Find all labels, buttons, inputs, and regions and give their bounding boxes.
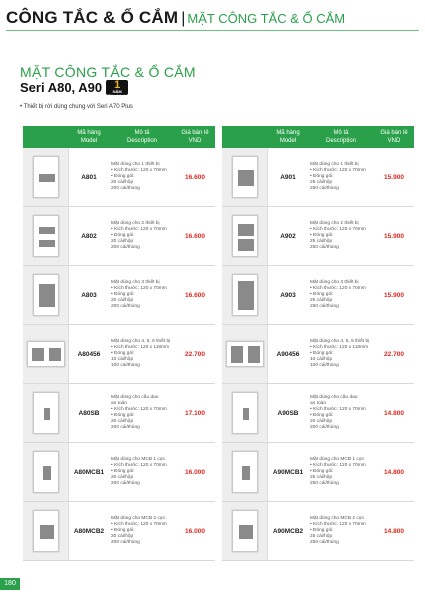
- product-image: [222, 148, 268, 206]
- breaker-plate-icon: [33, 392, 59, 434]
- col-code: [268, 129, 308, 145]
- mcb2-plate-icon: [232, 510, 258, 552]
- col-code-en: Model: [80, 138, 98, 144]
- product-code: A902: [280, 232, 296, 240]
- table-header: [23, 126, 215, 148]
- product-code: A90MCB1: [272, 468, 304, 476]
- product-code: A80MCB1: [73, 468, 105, 476]
- product-desc: Mặt dùng cho cầu dao an toàn • Kích thước: 120 x 70mm • Đóng gói: 20 cái/hộp 200 cái/thùng: [310, 395, 366, 430]
- product-price: 16.600: [185, 291, 205, 299]
- header-subtitle: MẶT CÔNG TẮC & Ổ CẮM: [187, 11, 346, 26]
- product-code: A803: [81, 291, 97, 299]
- product-code: A90456: [276, 350, 300, 358]
- switch-plate-3-icon: [232, 274, 258, 316]
- table-row: [23, 443, 215, 502]
- product-price: 17.100: [185, 409, 205, 417]
- col-desc-vi: Mô tả: [333, 130, 349, 136]
- product-desc: Mặt dùng cho 3 thiết bị • Kích thước: 120 x 70mm • Đóng gói: 20 cái/hộp 200 cái/thùng: [111, 280, 167, 309]
- product-image: [23, 266, 69, 324]
- section-note: • Thiết bị rời dùng chung với Seri A70 Plus: [20, 104, 133, 110]
- product-desc: Mặt dùng cho MCB 2 cực • Kích thước: 120 x 70mm • Đóng gói: 25 cái/hộp 250 cái/thùng: [310, 516, 366, 545]
- badge-number: 1: [114, 79, 121, 91]
- mcb1-plate-icon: [232, 451, 258, 493]
- product-image: [222, 443, 268, 501]
- product-price: 15.900: [384, 173, 404, 181]
- table-row: [222, 384, 414, 443]
- product-image: [222, 384, 268, 442]
- product-image: [222, 502, 268, 560]
- series-label: Seri A80, A90: [20, 80, 103, 95]
- breaker-plate-icon: [232, 392, 258, 434]
- product-image: [23, 207, 69, 265]
- header-separator: |: [181, 10, 186, 27]
- badge-subtext: Bảo hành: [108, 93, 127, 98]
- product-desc: Mặt dùng cho 4, 5, 6 thiết bị • Kích thước: 120 x 118mm • Đóng gói: 10 cái/hộp 100 cái/thùng: [111, 339, 171, 368]
- product-code: A801: [81, 173, 97, 181]
- product-desc: Mặt dùng cho MCB 1 cực • Kích thước: 120 x 70mm • Đóng gói: 25 cái/hộp 250 cái/thùng: [310, 457, 366, 486]
- product-desc: Mặt dùng cho 3 thiết bị • Kích thước: 120 x 70mm • Đóng gói: 25 cái/hộp 250 cái/thùng: [310, 280, 366, 309]
- product-image: [23, 443, 69, 501]
- table-row: [23, 207, 215, 266]
- product-desc: Mặt dùng cho 2 thiết bị • Kích thước: 120 x 70mm • Đóng gói: 25 cái/hộp 250 cái/thùng: [310, 221, 366, 250]
- product-desc: Mặt dùng cho 2 thiết bị • Kích thước: 120 x 70mm • Đóng gói: 20 cái/hộp 200 cái/thùng: [111, 221, 167, 250]
- product-price: 14.800: [384, 527, 404, 535]
- table-row: [222, 502, 414, 561]
- product-price: 15.900: [384, 291, 404, 299]
- switch-plate-2-icon: [33, 215, 59, 257]
- product-desc: Mặt dùng cho MCB 2 cực • Kích thước: 120 x 70mm • Đóng gói: 20 cái/hộp 200 cái/thùng: [111, 516, 167, 545]
- product-image: [222, 207, 268, 265]
- header-divider: [6, 30, 419, 31]
- switch-plate-456-icon: [27, 341, 65, 367]
- switch-plate-456-icon: [226, 341, 264, 367]
- col-code-vi: Mã hàng: [276, 130, 300, 136]
- product-table-left: [23, 126, 215, 561]
- product-code: A802: [81, 232, 97, 240]
- col-price-en: VND: [188, 138, 202, 144]
- product-image: [222, 325, 268, 383]
- switch-plate-3-icon: [33, 274, 59, 316]
- warranty-badge-icon: [106, 79, 128, 98]
- col-price: [175, 129, 215, 145]
- product-price: 15.900: [384, 232, 404, 240]
- col-desc-vi: Mô tả: [134, 130, 150, 136]
- product-price: 16.600: [185, 173, 205, 181]
- product-image: [23, 502, 69, 560]
- table-row: [222, 266, 414, 325]
- product-desc: Mặt dùng cho 1 thiết bị • Kích thước: 120 x 70mm • Đóng gói: 20 cái/hộp 200 cái/thùng: [111, 162, 167, 191]
- col-desc: [308, 129, 374, 145]
- table-header: [222, 126, 414, 148]
- product-desc: Mặt dùng cho MCB 1 cực • Kích thước: 120 x 70mm • Đóng gói: 20 cái/hộp 200 cái/thùng: [111, 457, 167, 486]
- col-code-vi: Mã hàng: [77, 130, 101, 136]
- page-header: [6, 8, 345, 30]
- product-code: A903: [280, 291, 296, 299]
- product-price: 14.800: [384, 409, 404, 417]
- product-code: A90MCB2: [272, 527, 304, 535]
- table-row: [23, 502, 215, 561]
- product-image: [23, 325, 69, 383]
- mcb2-plate-icon: [33, 510, 59, 552]
- col-desc-en: Description: [126, 138, 157, 144]
- header-main-title: CÔNG TẮC & Ổ CẮM: [6, 8, 179, 27]
- product-price: 16.000: [185, 527, 205, 535]
- col-code: [69, 129, 109, 145]
- product-desc: Mặt dùng cho cầu dao an toàn • Kích thước: 120 x 70mm • Đóng gói: 20 cái/hộp 200 cái/thùng: [111, 395, 167, 430]
- table-row: [23, 325, 215, 384]
- col-desc: [109, 129, 175, 145]
- product-desc: Mặt dùng cho 1 thiết bị • Kích thước: 120 x 70mm • Đóng gói: 25 cái/hộp 250 cái/thùng: [310, 162, 366, 191]
- table-row: [222, 443, 414, 502]
- page-number: 180: [0, 578, 20, 590]
- switch-plate-1-icon: [33, 156, 59, 198]
- col-price-vi: Giá bán lẻ: [181, 130, 209, 136]
- table-row: [222, 207, 414, 266]
- product-image: [23, 384, 69, 442]
- badge-text: NĂM: [112, 89, 122, 94]
- product-price: 16.000: [185, 468, 205, 476]
- series-title: [20, 79, 128, 98]
- table-row: [23, 266, 215, 325]
- col-desc-en: Description: [325, 138, 356, 144]
- product-table-right: [222, 126, 414, 561]
- product-code: A80SB: [78, 409, 100, 417]
- col-price-en: VND: [387, 138, 401, 144]
- product-image: [23, 148, 69, 206]
- product-code: A901: [280, 173, 296, 181]
- mcb1-plate-icon: [33, 451, 59, 493]
- col-price-vi: Giá bán lẻ: [380, 130, 408, 136]
- switch-plate-2-icon: [232, 215, 258, 257]
- product-code: A80MCB2: [73, 527, 105, 535]
- section-title: MẶT CÔNG TẮC & Ổ CẮM: [20, 64, 196, 80]
- product-price: 14.800: [384, 468, 404, 476]
- table-row: [222, 148, 414, 207]
- col-code-en: Model: [279, 138, 297, 144]
- table-row: [23, 384, 215, 443]
- product-price: 22.700: [185, 350, 205, 358]
- product-code: A80456: [77, 350, 101, 358]
- col-price: [374, 129, 414, 145]
- product-image: [222, 266, 268, 324]
- product-price: 22.700: [384, 350, 404, 358]
- table-row: [23, 148, 215, 207]
- product-price: 16.600: [185, 232, 205, 240]
- product-code: A90SB: [277, 409, 299, 417]
- switch-plate-1-icon: [232, 156, 258, 198]
- table-row: [222, 325, 414, 384]
- product-desc: Mặt dùng cho 4, 5, 6 thiết bị • Kích thước: 120 x 118mm • Đóng gói: 10 cái/hộp 100 cái/thùng: [310, 339, 370, 368]
